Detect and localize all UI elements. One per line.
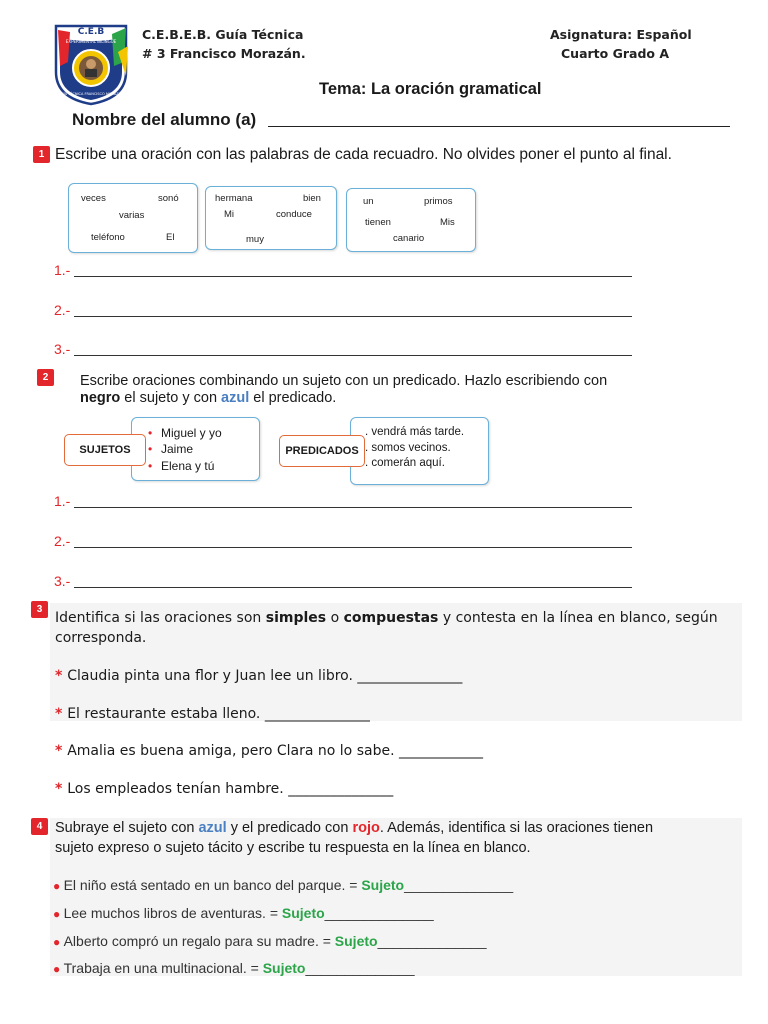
subject-item: Elena y tú: [161, 459, 215, 473]
school-line-2: # 3 Francisco Morazán.: [142, 46, 306, 61]
section-3-instruction: [55, 610, 718, 626]
list-item: [55, 781, 393, 797]
subjects-box: [131, 417, 260, 481]
list-item: [55, 743, 483, 759]
predicates-label: PREDICADOS: [279, 435, 365, 467]
keyword-simples: simples: [265, 610, 327, 626]
item-text: Trabaja en una multinacional. =: [63, 960, 263, 976]
word: canario: [393, 233, 425, 244]
school-line-1: C.E.B.E.B. Guía Técnica: [142, 27, 304, 42]
predicate-text: somos vecinos.: [371, 442, 451, 454]
item-text: Alberto compró un regalo para su madre. =: [63, 933, 335, 949]
item-text: El niño está sentado en un banco del parque. =: [63, 877, 362, 893]
color-word-red: rojo: [352, 820, 380, 836]
asterisk-icon: *: [55, 781, 68, 797]
item-text: Claudia pinta una flor y Juan lee un libro. _______________: [67, 668, 463, 684]
asterisk-icon: *: [55, 743, 68, 759]
answer-blank[interactable]: ______________: [324, 905, 434, 921]
answer-line[interactable]: [74, 316, 632, 317]
answer-line[interactable]: [74, 276, 632, 277]
section-2-instruction-a: Escribe oraciones combinando un sujeto con un predicado. Hazlo escribiendo con: [80, 373, 608, 389]
word: teléfono: [91, 232, 125, 243]
answer-blank[interactable]: ______________: [377, 933, 487, 949]
word: sonó: [158, 193, 179, 204]
instruction-text: Identifica si las oraciones son: [55, 610, 266, 626]
color-word-blue: azul: [198, 820, 227, 836]
word: Mi: [224, 209, 235, 220]
list-item: [55, 706, 370, 722]
instruction-text: o: [326, 610, 344, 626]
answer-word: Sujeto: [281, 905, 325, 921]
predicates-box: [350, 417, 489, 485]
section-4-instruction: [55, 820, 653, 836]
predicate-item: . somos vecinos.: [365, 442, 451, 454]
section-1-badge: 1: [33, 146, 50, 163]
bullet-icon: •: [148, 459, 153, 473]
list-item: [53, 905, 434, 921]
word: El: [166, 232, 175, 243]
item-text: Los empleados tenían hambre. _______________: [67, 781, 394, 797]
predicate-item: . comerán aquí.: [365, 457, 445, 469]
student-name-label: Nombre del alumno (a): [72, 110, 257, 129]
subject-item: Jaime: [161, 442, 194, 456]
word: veces: [81, 193, 106, 204]
answer-word: Sujeto: [334, 933, 378, 949]
section-2-badge: 2: [37, 369, 54, 386]
list-item: [55, 668, 462, 684]
answer-line-label: 2.-: [54, 533, 71, 549]
answer-word: Sujeto: [262, 960, 306, 976]
subject-item: Miguel y yo: [161, 426, 222, 440]
instruction-text: el sujeto y con: [120, 390, 222, 406]
bullet-icon: •: [148, 426, 153, 440]
predicate-text: comerán aquí.: [371, 457, 445, 469]
answer-line[interactable]: [74, 587, 632, 588]
bullet-icon: •: [148, 442, 153, 456]
asterisk-icon: *: [55, 706, 68, 722]
instruction-text: Subraye el sujeto con: [55, 820, 199, 836]
asterisk-icon: *: [55, 668, 68, 684]
instruction-text: y el predicado con: [226, 820, 353, 836]
answer-line-label: 1.-: [54, 493, 71, 509]
word: primos: [424, 196, 453, 207]
section-2-instruction-b: [80, 389, 336, 407]
bullet-icon: ●: [53, 879, 64, 893]
bullet-icon: ●: [53, 907, 64, 921]
grade-label: Cuarto Grado A: [561, 46, 670, 61]
answer-blank[interactable]: ______________: [305, 960, 415, 976]
word: varias: [119, 210, 145, 221]
answer-line-label: 1.-: [54, 262, 71, 278]
bullet-icon: ●: [53, 935, 64, 949]
word: muy: [246, 234, 264, 245]
logo-band-text: EXPERIMENTAL BILINGÜE: [65, 39, 117, 44]
answer-line[interactable]: [74, 355, 632, 356]
word: tienen: [365, 217, 391, 228]
instruction-text: . Además, identifica si las oraciones tienen: [379, 820, 654, 836]
section-3-instruction-b: corresponda.: [55, 630, 147, 646]
list-item: [53, 960, 415, 976]
instruction-text: y contesta en la línea en blanco, según: [438, 610, 718, 626]
word-box-1: [68, 183, 198, 253]
section-3-badge: 3: [31, 601, 48, 618]
word: bien: [303, 193, 321, 204]
answer-line-label: 3.-: [54, 341, 71, 357]
word: hermana: [215, 193, 253, 204]
item-text: El restaurante estaba lleno. _______________: [67, 706, 370, 722]
item-text: Amalia es buena amiga, pero Clara no lo sabe. ____________: [67, 743, 483, 759]
subjects-label: SUJETOS: [64, 434, 146, 466]
keyword-compuestas: compuestas: [343, 610, 439, 626]
answer-line-label: 3.-: [54, 573, 71, 589]
page-title: Tema: La oración gramatical: [319, 80, 542, 98]
color-word-blue: azul: [221, 390, 250, 406]
word-box-3: [346, 188, 476, 252]
word: conduce: [276, 209, 312, 220]
word: un: [363, 196, 374, 207]
predicate-text: vendrá más tarde.: [371, 426, 465, 438]
list-item: [53, 877, 513, 893]
answer-line[interactable]: [74, 507, 632, 508]
section-4-badge: 4: [31, 818, 48, 835]
section-4-instruction-b: sujeto expreso o sujeto tácito y escribe tu respuesta en la línea en blanco.: [55, 840, 531, 856]
word-box-2: [205, 186, 337, 250]
predicate-item: . vendrá más tarde.: [365, 426, 465, 438]
answer-line-label: 2.-: [54, 302, 71, 318]
list-item: [53, 933, 487, 949]
subject-label: Asignatura: Español: [550, 27, 692, 42]
instruction-text: el predicado.: [249, 390, 337, 406]
section-1-instruction: Escribe una oración con las palabras de cada recuadro. No olvides poner el punto al final.: [55, 146, 672, 163]
logo-ring-text: GUÍA TÉCNICA FRANCISCO MORAZÁN: [58, 92, 124, 96]
answer-line[interactable]: [74, 547, 632, 548]
logo-text: C.E.B: [77, 27, 105, 37]
color-word-black: negro: [80, 390, 121, 406]
answer-blank[interactable]: ______________: [404, 877, 514, 893]
student-name-line[interactable]: [268, 126, 730, 127]
word: Mis: [440, 217, 455, 228]
bullet-icon: ●: [53, 962, 64, 976]
answer-word: Sujeto: [361, 877, 405, 893]
item-text: Lee muchos libros de aventuras. =: [63, 905, 282, 921]
school-logo: [52, 22, 130, 106]
